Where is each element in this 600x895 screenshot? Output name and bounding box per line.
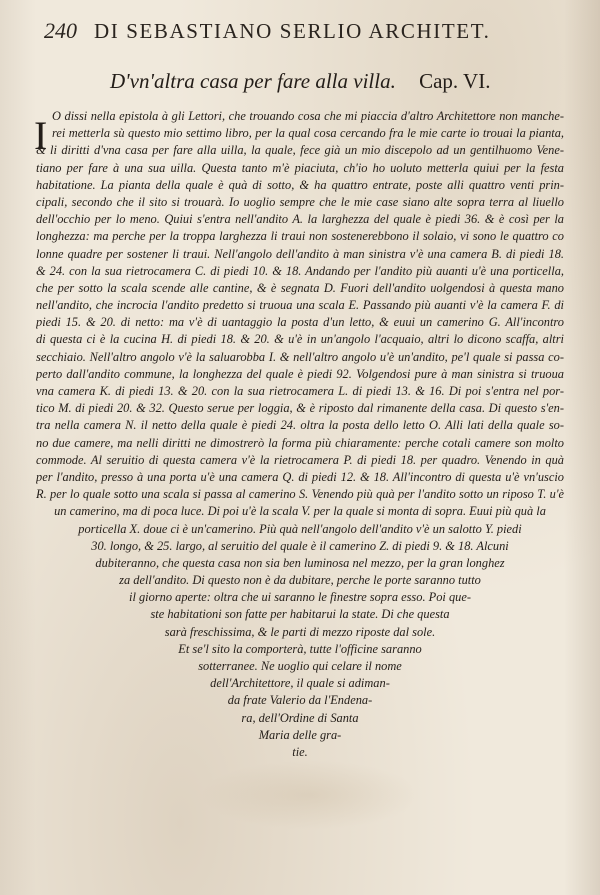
text-line: rei metterla sù questo mio settimo libro, per la qual cosa cercando fra le mie carte io trouai la pianta, (52, 126, 564, 141)
text-line: secchiaio. Nell'altro angolo v'è la saluarobba I. & nell'altro angolo u'è un'andito, pe'l quale si passa co- (36, 349, 564, 364)
text-line: za dell'andito. Di questo non è da dubitare, perche le porte saranno tutto (119, 573, 481, 588)
running-head: DI SEBASTIANO SERLIO ARCHITET. (94, 19, 491, 43)
drop-cap: I (34, 113, 48, 158)
text-line: tie. (292, 744, 308, 759)
text-line: & li diritti d'vna casa per fare alla uilla, la quale, fece già un mio discepolo ad un gentilhuomo Vene- (36, 143, 564, 158)
text-line: Maria delle gra- (258, 727, 342, 742)
text-line: tiano per fare à una sua uilla. Questa tanto m'è piaciuta, ch'io ho uoluto metterla quiui per la festa (36, 160, 564, 175)
chapter-title: D'vn'altra casa per fare alla villa. (110, 69, 396, 93)
text-line: che per sotto la scala scende alle cantine, & è segnata D. Fuori dell'andito uolgendosi à questa mano (36, 280, 564, 295)
text-line: nell'andito, che incrocia l'andito predetto si truoua una scala E. Passando più auanti v'è la camera F. di (36, 298, 564, 313)
text-line: habitatione. La pianta della quale è quà di sotto, & ha quattro entrate, poste alli quattro venti prin- (36, 177, 564, 192)
text-line: longhezza: ma perche per la troppa larghezza li traui non sostenerebbono il solaio, vi sono le quattro co (36, 229, 564, 244)
body-text (36, 108, 564, 761)
text-line: R. per lo quale sotto una scala si passa al camerino S. Venendo più quà per l'andito sotto un riposo T. u'è (36, 487, 564, 502)
text-line: 30. longo, & 25. largo, al seruitio del quale è il camerino Z. di piedi 9. & 18. Alcuni (91, 538, 509, 553)
text-line: tico M. di piedi 20. & 32. Questo serue per loggia, & è riposto dal rimanente della casa. Di questo s'en- (36, 401, 564, 416)
text-line: sotterranee. Ne uoglio qui celare il nome (198, 659, 402, 673)
chapter-number: Cap. VI. (419, 69, 491, 93)
text-line: & 24. con la sua rietrocamera C. di piedi 10. & 18. Andando per l'andito più auanti u'è una porticella, (36, 263, 564, 278)
text-line: sarà freschissima, & le parti di mezzo riposte dal sole. (164, 624, 436, 639)
chapter-heading (110, 66, 540, 96)
text-line: commode. Al seruitio di questa camera v'è la rietrocamera P. di piedi 18. per quadro. Venendo in quà (36, 452, 564, 467)
text-line: dell'Architettore, il quale si adiman- (210, 676, 390, 691)
text-line: porticella X. doue ci è un'camerino. Più quà nell'angolo dell'andito v'è un salotto Y. piedi (78, 521, 522, 536)
text-line: cipali, secondo che il sito si trouarà. Io uoglio sempre che le mie case siano alte sopra terra al liuello (36, 194, 564, 209)
text-line: per l'andito, presso à una porta u'è una camera Q. di piedi 12. & 18. All'incontro di questa u'è vn'uscio (36, 469, 564, 484)
text-line: tra nella camera N. il netto della quale è piedi 24. oltra la posta dello letto O. Alli lati della quale so- (36, 418, 564, 433)
text-line: piedi 15. & 20. di netto: ma v'è di uantaggio la posta d'un letto, & euui un camerino G. All'incontro (36, 315, 564, 330)
text-line: vna camera K. di piedi 13. & 20. con la sua rietrocamera L. di piedi 13. & 16. Di poi s'entra nel por- (36, 384, 564, 398)
text-line: O dissi nella epistola à gli Lettori, che trouando cosa che mi piaccia d'altro Architettore non manche- (52, 109, 564, 123)
text-line: lonne quadre per sostener li traui. Nell'angolo dell'andito à man sinistra v'è una camera B. di piedi 18. (36, 246, 564, 261)
page-number: 240 (44, 18, 77, 43)
text-line: ste habitationi son fatte per habitarui la state. Di che questa (150, 607, 450, 622)
text-line: da frate Valerio da l'Endena- (227, 693, 373, 708)
text-line: no due camere, ma nelli diritti ne dimostrerò la forma più chiaramente: perche cotali camere son molto (36, 435, 564, 450)
page-header (44, 14, 564, 48)
text-line: perto dall'andito commune, la longhezza del quale è piedi 92. Volgendosi pure à man sinistra si truoua (36, 366, 564, 381)
paper-shadow (200, 760, 420, 830)
text-line: ra, dell'Ordine di Santa (241, 710, 359, 725)
text-line: il giorno aperte: oltra che ui saranno le finestre sopra esso. Poi que- (129, 590, 471, 605)
text-line: dell'occhio per lo meno. Quiui s'entra nell'andito A. la larghezza del quale è piedi 36. & è così per la (36, 212, 564, 227)
text-line: dubiteranno, che questa casa non sia ben luminosa nel mezzo, per la gran longhez (95, 555, 505, 570)
text-line: di questa ci è la cucina H. di piedi 18. & 20. & u'è in un'angolo l'acquaio, altri lo dicono scaffa, altri (36, 332, 564, 347)
text-line: un camerino, ma di poca luce. Di poi u'è la scala V. per la quale si monta di sopra. Euui più quà la (54, 504, 546, 519)
text-line: Et se'l sito la comporterà, tutte l'officine saranno (178, 641, 422, 656)
